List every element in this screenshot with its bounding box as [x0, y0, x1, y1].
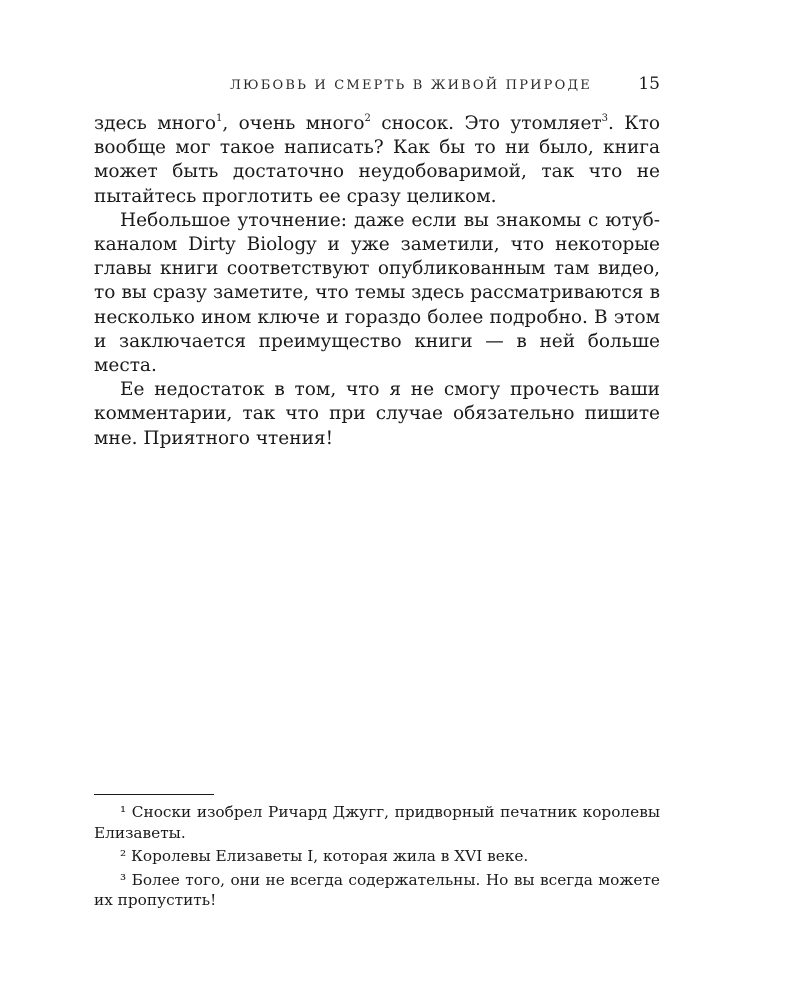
page-number: 15: [638, 74, 660, 94]
footnote-marker: ¹: [120, 803, 127, 821]
footnote-separator: [94, 794, 214, 795]
text-segment: сносок. Это утомляет: [370, 113, 602, 134]
paragraph-3: Ее недостаток в том, что я не смогу прочесть ваши комментарии, так что при случае обязательно пишите мне. Приятного чтения!: [94, 379, 660, 449]
footnote-ref-2: 2: [364, 112, 371, 124]
footnote-text: Более того, они не всегда содержательны. Но вы всегда можете их пропустить!: [94, 870, 660, 909]
text-segment: , очень много: [222, 113, 365, 134]
running-title: ЛЮБОВЬ И СМЕРТЬ В ЖИВОЙ ПРИРОДЕ: [230, 78, 592, 93]
text-segment: здесь много: [94, 113, 216, 134]
footnote-1: [94, 802, 660, 843]
paragraph-2: Небольшое уточнение: даже если вы знакомы с ютуб-каналом Dirty Biology и уже заметили, что некоторые главы книги соответствуют опубликованным там видео, то вы сразу заметите, что темы здесь рассматриваются в несколько ином ключе и гораздо более подробно. В этом и заключается преимущество книги — в ней больше места.: [94, 209, 660, 377]
footnote-marker: ²: [120, 847, 127, 865]
footnote-3: [94, 870, 660, 911]
footnote-2: [94, 846, 660, 867]
main-text: [94, 112, 660, 451]
footnote-ref-3: 3: [601, 112, 609, 124]
footnote-marker: ³: [120, 870, 127, 889]
footnotes: [94, 802, 660, 914]
text-segment: . Кто вообще мог такое написать? Как бы то ни было, книга может быть достаточно неудобоваримой, так что не пытайтесь проглотить ее сразу целиком.: [94, 113, 660, 207]
footnote-text: Сноски изобрел Ричард Джугг, придворный печатник королевы Елизаветы.: [94, 803, 660, 842]
footnote-ref-1: 1: [215, 112, 223, 124]
paragraph-1: [94, 112, 660, 209]
footnote-text: Королевы Елизаветы I, которая жила в XVI веке.: [131, 847, 529, 865]
running-head: [230, 74, 660, 94]
